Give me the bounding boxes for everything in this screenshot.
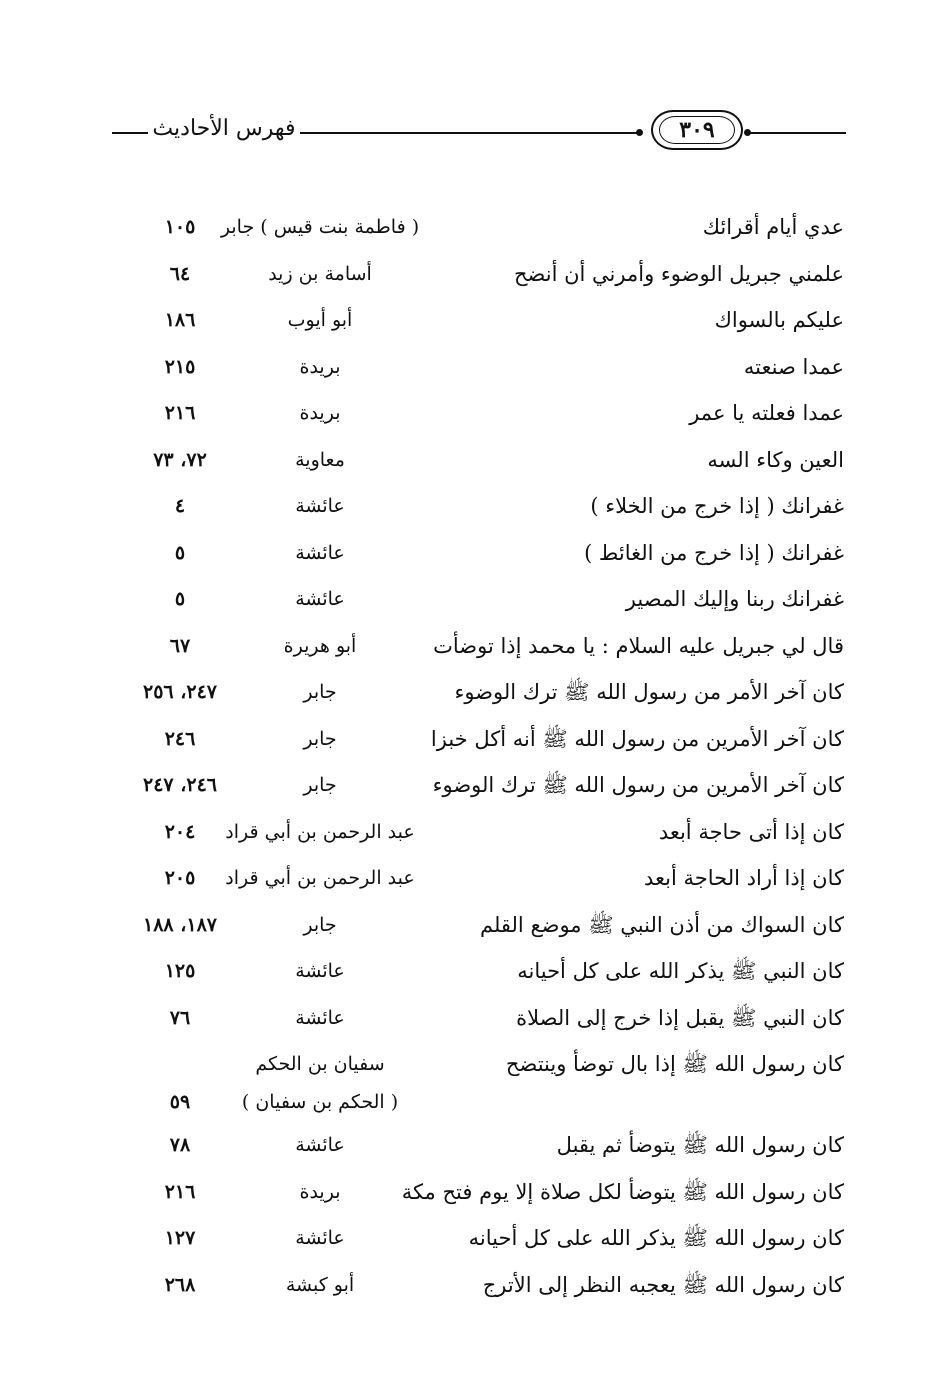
hadith-text: غفرانك ربنا وإليك المصير <box>625 587 844 611</box>
page-refs: ٢١٦ <box>164 1180 196 1203</box>
hadith-text: كان النبي ﷺ يقبل إذا خرج إلى الصلاة <box>516 1005 844 1030</box>
hadith-text: كان رسول الله ﷺ يعجبه النظر إلى الأترج <box>482 1272 844 1297</box>
narrator: سفيان بن الحكم <box>255 1053 385 1075</box>
narrator: أبو أيوب <box>287 309 353 331</box>
hadith-text: عمدا فعلته يا عمر <box>689 401 844 425</box>
page-refs: ٦٧ <box>169 634 191 657</box>
page-refs: ٥ <box>174 541 186 564</box>
narrator: أبو هريرة <box>283 634 357 657</box>
index-row <box>0 670 944 717</box>
narrator: أبو كبشة <box>285 1273 355 1296</box>
page-refs: ٢٤٧، ٢٥٦ <box>143 681 217 703</box>
hadith-text: كان إذا أتى حاجة أبعد <box>658 819 844 844</box>
index-row <box>0 1263 944 1310</box>
narrator: عائشة <box>295 541 345 564</box>
narrator: عبد الرحمن بن أبي قراد <box>225 867 415 889</box>
page-refs: ٦٤ <box>169 262 191 285</box>
page-refs: ٤ <box>174 495 186 517</box>
index-row <box>0 345 944 392</box>
header-rule-right <box>750 132 846 134</box>
page-number-badge <box>651 110 743 150</box>
hadith-text: كان آخر الأمر من رسول الله ﷺ ترك الوضوء <box>454 680 844 704</box>
narrator: عائشة <box>295 588 345 610</box>
narrator-alternate: ( الحكم بن سفيان ) <box>241 1091 399 1113</box>
index-row <box>0 949 944 996</box>
header-rule-left <box>112 132 148 134</box>
index-row <box>0 438 944 485</box>
page-refs: ١٨٦ <box>164 309 196 331</box>
index-row <box>0 996 944 1043</box>
hadith-text: عدي أيام أقرائك <box>702 215 844 239</box>
narrator: بريدة <box>299 402 341 424</box>
index-row <box>0 624 944 671</box>
page-header <box>0 100 944 160</box>
narrator: بريدة <box>299 1180 341 1203</box>
hadith-text: كان آخر الأمرين من رسول الله ﷺ أنه أكل خبزا <box>430 726 844 751</box>
hadith-text: كان آخر الأمرين من رسول الله ﷺ ترك الوضوء <box>432 773 844 797</box>
narrator: عائشة <box>295 1006 345 1029</box>
narrator: عائشة <box>295 1227 345 1249</box>
narrator: جابر <box>303 774 337 796</box>
narrator: عبد الرحمن بن أبي قراد <box>225 820 415 843</box>
narrator: أسامة بن زيد <box>268 262 372 285</box>
narrator: جابر <box>303 727 337 750</box>
index-row <box>0 903 944 950</box>
narrator: عائشة <box>295 1134 345 1156</box>
hadith-text: كان رسول الله ﷺ يتوضأ لكل صلاة إلا يوم فتح مكة <box>401 1179 844 1204</box>
hadith-text: كان إذا أراد الحاجة أبعد <box>644 866 844 890</box>
index-row <box>0 391 944 438</box>
hadith-text: كان رسول الله ﷺ يذكر الله على كل أحيانه <box>468 1226 844 1250</box>
index-row <box>0 205 944 252</box>
page-refs: ١٨٧، ١٨٨ <box>143 913 217 936</box>
narrator: جابر <box>303 913 337 936</box>
hadith-text: كان رسول الله ﷺ يتوضأ ثم يقبل <box>556 1133 844 1157</box>
page-refs: ٧٢، ٧٣ <box>153 448 207 471</box>
hadith-text: كان رسول الله ﷺ إذا بال توضأ وينتضح <box>505 1052 844 1076</box>
page-refs: ١٠٥ <box>164 216 196 238</box>
page-refs: ٧٨ <box>169 1134 191 1156</box>
page-refs: ٢٦٨ <box>164 1273 196 1296</box>
header-rule-middle <box>300 132 638 134</box>
header-dot-left <box>636 129 643 136</box>
narrator: ( فاطمة بنت قيس ) جابر <box>220 216 420 238</box>
hadith-text: العين وكاء السه <box>707 447 844 472</box>
hadith-text: غفرانك ( إذا خرج من الخلاء ) <box>590 494 844 518</box>
index-row <box>0 252 944 299</box>
narrator: عائشة <box>295 960 345 982</box>
index-row <box>0 484 944 531</box>
index-row <box>0 1042 944 1123</box>
hadith-index-list <box>0 205 944 1309</box>
page-refs: ٥ <box>174 588 186 610</box>
hadith-text: عمدا صنعته <box>743 354 844 379</box>
page-refs: ٢١٦ <box>164 402 196 424</box>
running-title: فهرس الأحاديث <box>152 116 296 141</box>
page-refs: ٥٩ <box>169 1091 191 1113</box>
hadith-text: عليكم بالسواك <box>714 308 844 332</box>
page-refs: ١٢٧ <box>164 1227 196 1249</box>
hadith-text: كان السواك من أذن النبي ﷺ موضع القلم <box>479 912 844 937</box>
index-row <box>0 1216 944 1263</box>
hadith-text: علمني جبريل الوضوء وأمرني أن أنضح <box>514 261 844 286</box>
index-row <box>0 1123 944 1170</box>
narrator: عائشة <box>295 495 345 517</box>
hadith-text: غفرانك ( إذا خرج من الغائط ) <box>584 540 844 565</box>
page-number: ٣٠٩ <box>679 117 715 143</box>
page-refs: ٢٤٦ <box>164 727 196 750</box>
page-refs: ٢٠٥ <box>164 867 196 889</box>
index-row <box>0 531 944 578</box>
page-refs: ١٢٥ <box>164 960 196 982</box>
index-row <box>0 856 944 903</box>
page-refs: ٢١٥ <box>164 355 196 378</box>
index-row <box>0 763 944 810</box>
index-row <box>0 1170 944 1217</box>
page-refs: ٧٦ <box>169 1006 191 1029</box>
hadith-text: قال لي جبريل عليه السلام : يا محمد إذا توضأت <box>433 633 844 658</box>
index-row <box>0 577 944 624</box>
narrator: بريدة <box>299 355 341 378</box>
index-row <box>0 717 944 764</box>
page-refs: ٢٠٤ <box>164 820 196 843</box>
page-refs: ٢٤٦، ٢٤٧ <box>143 774 217 796</box>
index-row <box>0 810 944 857</box>
narrator: معاوية <box>295 448 345 471</box>
hadith-text: كان النبي ﷺ يذكر الله على كل أحيانه <box>517 959 844 983</box>
narrator: جابر <box>303 681 337 703</box>
index-row <box>0 298 944 345</box>
